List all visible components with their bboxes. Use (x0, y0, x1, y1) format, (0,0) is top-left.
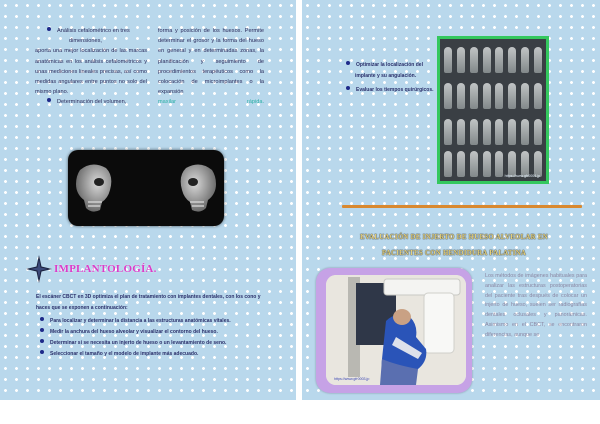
last-line (158, 97, 264, 107)
section-title-line1: EVALUACIÓN DE INJERTO DE HUESO ALVEOLAR EN (360, 234, 548, 241)
implant-intro: El escáner CBCT en 3D optimiza el plan de tratamiento con implantes dentales, con los cono y haces que se exponen a continuación: (36, 294, 261, 311)
tooth (457, 83, 465, 109)
bullet-dot-icon (40, 328, 44, 332)
tooth (521, 47, 529, 73)
cbct-scanner-photo (326, 275, 466, 385)
bullet-dot-icon (346, 86, 350, 90)
scanner-photo-icon (326, 275, 466, 385)
bullet-text: Medir la anchura del hueso alveolar y visualizar el contorno del hueso. (50, 329, 218, 335)
bullet-dot-icon (346, 61, 350, 65)
bullet-text: Determinar si se necesita un injerto de hueso o un levantamiento de seno. (50, 340, 227, 346)
section-title (330, 230, 578, 262)
tooth (470, 119, 478, 145)
tooth (483, 151, 491, 177)
tooth (444, 119, 452, 145)
skull-left-icon (72, 162, 114, 214)
column-left (35, 26, 147, 108)
bullet-dot-icon (47, 27, 51, 31)
implant-heading: IMPLANTOLOGÍA. (54, 263, 157, 275)
cephalometric-xray-image (68, 150, 224, 226)
xray-caption[interactable]: https://www.gfr0004.jp (504, 174, 540, 178)
list-item (346, 85, 438, 96)
bullet-text: Para localizar y determinar la distancia a las estructuras anatómicas vitales. (50, 318, 231, 324)
bullet-dot-icon (40, 350, 44, 354)
section-divider (342, 205, 582, 208)
word-rapida: rápida. (246, 99, 264, 106)
section-title-line2: PACIENTES CON HENDIDURA PALATINA (381, 250, 527, 257)
body-text: Los métodos de imágenes habituales para analizar las estructuras postoperatorias del paciente tras después de colocar un injerto de hueso, suelen ser radiografías dentales oclusales y panorámicas. Asimismo en el CBCT, se encontraron diferencias, aunque se (485, 273, 587, 338)
tooth (495, 83, 503, 109)
bullet-dot-icon (40, 317, 44, 321)
right-bullet-list (346, 60, 438, 100)
list-item (40, 338, 270, 349)
star-icon (26, 255, 52, 283)
bullet-volume (35, 97, 147, 107)
bullet-text: Determinación del volumen, (57, 99, 127, 106)
tooth (495, 151, 503, 177)
tooth (521, 83, 529, 109)
bullet-text: Optimizar la localización del implante y su angulación. (355, 62, 423, 79)
tooth (483, 119, 491, 145)
tooth (444, 47, 452, 73)
tooth (534, 47, 542, 73)
list-item (40, 349, 270, 360)
tooth (495, 119, 503, 145)
bullet-text: Seleccionar el tamaño y el modelo de implante más adecuado. (50, 351, 199, 357)
tooth (444, 151, 452, 177)
bullet-text: Análisis cefalométrico en tres (57, 28, 130, 34)
bullet-text: Evaluar los tiempos quirúrgicos. (356, 87, 434, 93)
page-right (302, 0, 600, 400)
tooth (444, 83, 452, 109)
column-right (158, 26, 264, 108)
tooth (508, 119, 516, 145)
implant-bullet-list (40, 316, 270, 360)
tooth (457, 151, 465, 177)
tooth (521, 119, 529, 145)
tooth (495, 47, 503, 73)
paragraph-cefalometric: aporta una mejor localización de las marcas anatómicas en los análisis cefalométricos y unas mediciones lineales precisas, así como medidas angulares entre puntos no solo del mismo plano. (35, 48, 147, 96)
photo-caption[interactable]: https://www.gfr0003.jp (334, 377, 370, 381)
paragraph-volume: forma y posición de los huesos. Permite determinar el grosor y la forma del hueso en general y en determinadas zonas, la planificación y seguimiento de procedimientos terapéuticos como la colocación de microimplantes o la expansión (158, 28, 264, 96)
tooth (483, 83, 491, 109)
bullet-3d-analysis (35, 26, 147, 36)
tooth (508, 47, 516, 73)
bullet-dot-icon (47, 98, 51, 102)
tooth (470, 151, 478, 177)
tooth (457, 119, 465, 145)
tooth (457, 47, 465, 73)
dental-xray-image (437, 36, 549, 184)
bullet-dot-icon (40, 339, 44, 343)
teeth-row-2 (444, 83, 542, 109)
page-left (0, 0, 296, 400)
tooth (483, 47, 491, 73)
bullet-text-cont: dimensiones, (69, 38, 102, 45)
skull-right-icon (178, 162, 220, 214)
tooth (534, 83, 542, 109)
tooth (470, 83, 478, 109)
tooth (534, 119, 542, 145)
tooth (470, 47, 478, 73)
word-maxilar: maxilar (158, 99, 177, 106)
list-item (40, 327, 270, 338)
tooth (508, 83, 516, 109)
list-item (40, 316, 270, 327)
teeth-row-top (444, 47, 542, 73)
teeth-row-3 (444, 119, 542, 145)
cbct-photo-frame (316, 268, 472, 393)
list-item (346, 60, 438, 81)
